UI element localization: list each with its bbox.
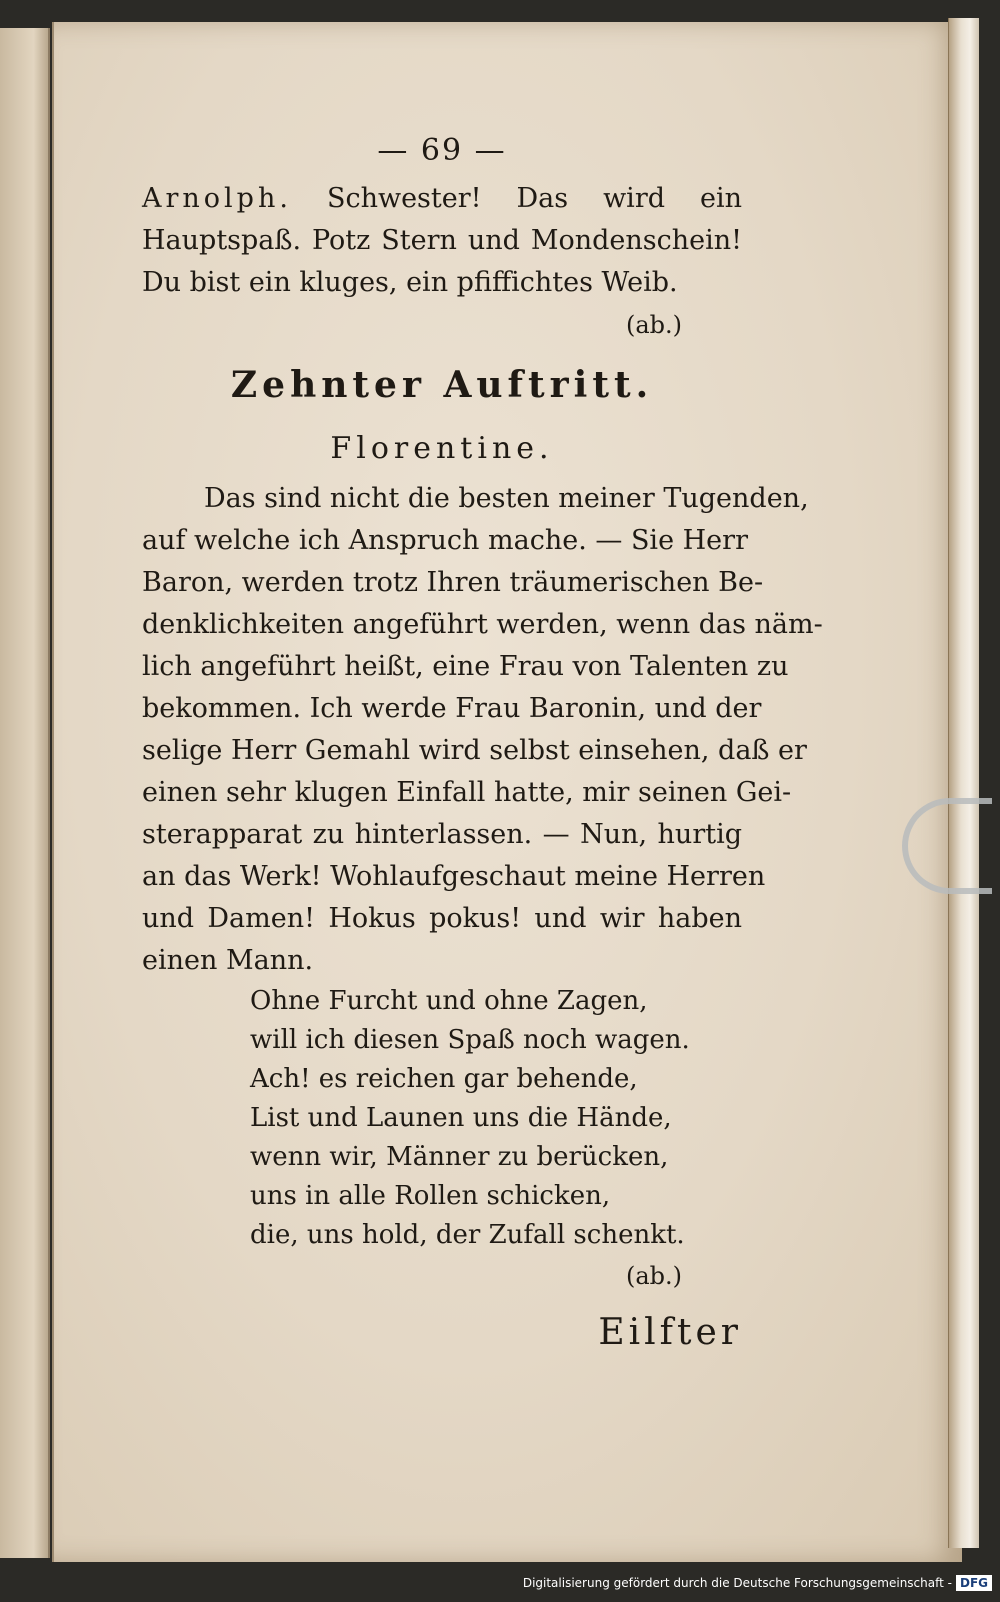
monologue-line: an das Werk! Wohlaufgeschaut meine Herren — [142, 861, 766, 892]
catchword: Eilfter — [598, 1312, 742, 1353]
page-text — [142, 130, 823, 1363]
verse-line: List und Launen uns die Hände, — [250, 1103, 672, 1133]
text-line: Hauptspaß. Potz Stern und Mondenschein! — [142, 225, 742, 256]
verse-line: die, uns hold, der Zufall schenkt. — [250, 1220, 685, 1250]
monologue-line: und Damen! Hokus pokus! und wir haben — [142, 903, 742, 934]
monologue-line: sterapparat zu hinterlassen. — Nun, hurtig — [142, 819, 742, 850]
paper-clip — [902, 798, 992, 894]
text-line: Arnolph. Schwester! Das wird ein — [142, 183, 742, 214]
verse-line: Ohne Furcht und ohne Zagen, — [250, 986, 648, 1016]
left-page-edge — [0, 28, 50, 1558]
monologue-line: einen sehr klugen Einfall hatte, mir seinen Gei- — [142, 777, 792, 808]
monologue-line: Das sind nicht die besten meiner Tugenden, — [204, 483, 809, 514]
digitization-footer — [523, 1568, 992, 1598]
monologue-line: einen Mann. — [142, 945, 314, 976]
footer-text: Digitalisierung gefördert durch die Deutsche Forschungsgemeinschaft - — [522, 1576, 952, 1590]
monologue-line: denklichkeiten angeführt werden, wenn das näm- — [142, 609, 823, 640]
stage-direction-exit: (ab.) — [625, 1262, 682, 1290]
text-line: Du bist ein kluges, ein pfiffichtes Weib. — [142, 267, 678, 298]
verse-line: wenn wir, Männer zu berücken, — [250, 1142, 669, 1172]
verse-line: Ach! es reichen gar behende, — [250, 1064, 638, 1094]
stage-direction-exit: (ab.) — [625, 311, 682, 339]
page-number: — 69 — — [377, 133, 507, 168]
verse-line: uns in alle Rollen schicken, — [250, 1181, 611, 1211]
page-stack-edge — [948, 18, 979, 1548]
monologue-line: bekommen. Ich werde Frau Baronin, und der — [142, 693, 762, 724]
monologue-line: auf welche ich Anspruch mache. — Sie Herr — [142, 525, 748, 556]
speaker-name: Arnolph. — [142, 183, 292, 214]
verse-line: will ich diesen Spaß noch wagen. — [250, 1025, 690, 1055]
monologue-line: Baron, werden trotz Ihren träumerischen Be- — [142, 567, 764, 598]
dfg-logo: DFG — [956, 1575, 992, 1591]
scene-heading: Zehnter Auftritt. — [230, 364, 654, 406]
monologue-line: lich angeführt heißt, eine Frau von Talenten zu — [142, 651, 789, 682]
character-name: Florentine. — [330, 431, 554, 466]
monologue-line: selige Herr Gemahl wird selbst einsehen, daß er — [142, 735, 807, 766]
